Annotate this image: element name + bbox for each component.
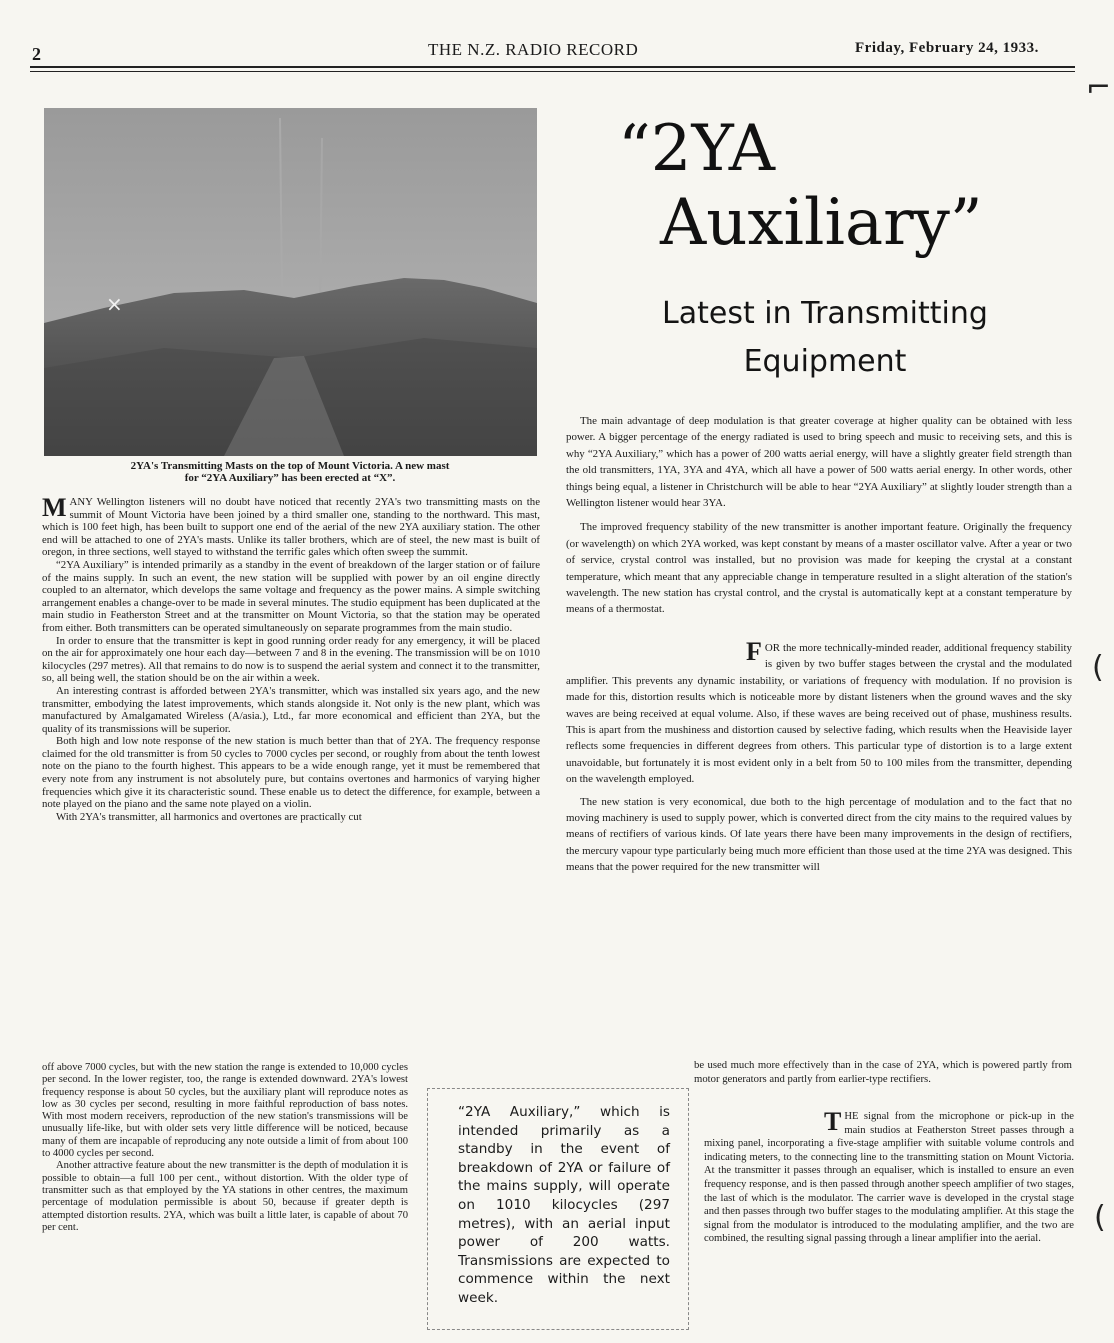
paragraph: With 2YA's transmitter, all harmonics and overtones are practically cut: [56, 810, 362, 823]
drop-cap-f: F: [746, 636, 762, 666]
paragraph: An interesting contrast is afforded between 2YA's transmitter, which was installed six years ago, and the new transmitter, embodying the latest improvements, which stands alongside it. Not only is the new plant, which was manufactured by Amalgamated Wireless (A/asia.), Ltd., far more economical and efficient than 2YA, but the quality of its transmissions will be superior.: [42, 684, 540, 735]
left-column-narrow: [42, 1062, 408, 1234]
photo-caption: [40, 460, 540, 484]
paragraph: Both high and low note response of the new station is much better than that of 2YA. The frequency response claimed for the old transmitter is from 50 cycles to 7000 cycles per second, or roughly from about the tenth lowest note on the piano to the fourth highest. This appears to be a wide enough range, yet it must be remembered that every note from any instrument is not absolutely pure, but contains overtones and harmonics of varying higher frequencies which give it its characteristic sound. These enable us to detect the difference, for example, between a note played on the piano and the same note played on a violin.: [42, 735, 540, 811]
paragraph: ANY Wellington listeners will no doubt have noticed that recently 2YA's two transmitting masts on the summit of Mount Victoria have been joined by a third smaller one, standing to the northward. This mast, which is 100 feet high, has been built to support one end of the aerial of the new 2YA auxiliary station. The other end will be attached to one of 2YA's masts. Unlike its taller brothers, which are of steel, the new mast is built of oregon, in three sections, well stayed to withstand the terrific gales which often sweep the summit.: [42, 496, 540, 559]
paragraph: In order to ensure that the transmitter is kept in good running order ready for any emergency, it will be placed on the air for approximately one hour each day—between 7 and 8 in the evening. The transmission will be on 1010 kilocycles (297 metres). All that remains to do now is to suspend the aerial system and connect it to the transmitter, so, all being well, the station should be on the air within a week.: [42, 634, 540, 685]
paragraph: off above 7000 cycles, but with the new station the range is extended to 10,000 cycles per second. In the lower register, too, the range is extended downward. 2YA's lowest frequency response is about 50 cycles, but the auxiliary plant will reproduce notes as low as 30 cycles per second, resulting in more faithful reproduction of bass notes. With most modern receivers, reproduction of the new station's transmissions will be unusually life-like, but with older sets very little difference will be noticed, because many of them are incapable of reproducing any note outside a limit of from about 100 to 4000 cycles per second.: [42, 1062, 408, 1160]
paragraph: The main advantage of deep modulation is that greater coverage at higher quality can be obtained with less power. A bigger percentage of the energy radiated is used to bring speech and music to receiving sets, and this is why “2YA Auxiliary,” which has a power of 200 watts aerial energy, will have a slightly greater field strength than the old transmitters, 1YA, 3YA and 4YA, which all have a power of 500 watts aerial energy. In other words, other things being equal, a listener in Christchurch will be able to hear “2YA Auxiliary” at slightly louder strength than a Wellington listener would hear 3YA.: [566, 415, 1072, 510]
right-column-narrow-top: [694, 1058, 1072, 1086]
paragraph: “2YA Auxiliary” is intended primarily as a standby in the event of breakdown of the larger station or of failure of the mains supply. In such an event, the new station will be supplied with power by an oil engine directly coupled to an alternator, which develops the same voltage and frequency as the power mains. A simple switching arrangement enables a change-over to be made in several minutes. The studio equipment has been duplicated at the main studio in Featherston Street and at the transmitter on Mount Victoria, so that the station may be operated from either. Both transmitters can be operated simultaneously on separate programmes from the main studio.: [42, 558, 540, 634]
margin-mark: ⌐: [1086, 70, 1112, 105]
mount-victoria-photo: [44, 108, 537, 456]
header-rule-thin: [30, 71, 1075, 72]
paragraph: Another attractive feature about the new transmitter is the depth of modulation it is possible to obtain—a full 100 per cent., without distortion. With the older type of transmitter such as that employed by the YA stations in other centres, the maximum percentage of modulation permissible is about 50, because if greater depth is attempted distortion results. 2YA, which was built a little later, is capable of about 70 per cent.: [42, 1160, 408, 1233]
paragraph: HE signal from the microphone or pick-up in the main studios at Featherston Street passes through a mixing panel, incorporating a five-stage amplifier with suitable volume controls and indicating meters, to the connecting line to the transmitting station on Mount Victoria. At the transmitter it passes through an equaliser, which is installed to ensure an even frequency response, and is then passed through another speech amplifier of two stages, the last of which is the modulator. The carrier wave is developed in the crystal stage and then passes through two buffer stages to the modulating amplifier. At this stage the signal from the modulator is introduced to the modulating amplifier, and the two are combined, the resulting signal passing through a linear amplifier into the aerial.: [704, 1111, 1074, 1245]
left-column: [42, 493, 540, 823]
headline-line-2: Auxiliary”: [660, 186, 983, 260]
headline-line-1: “2YA: [618, 112, 775, 186]
right-column: [566, 413, 1072, 876]
paragraph: The new station is very economical, due both to the high percentage of modulation and to the fact that no moving machinery is used to supply power, which is converted direct from the city mains to the required values by means of rectifiers of various kinds. Of late years there have been many improvements in the design of rectifiers, the mercury vapour type particularly being much more efficient than those used at the time 2YA was designed. This means that the power required for the new transmitter will: [566, 795, 1072, 874]
page-number: 2: [32, 44, 42, 64]
publication-title: THE N.Z. RADIO RECORD: [428, 40, 639, 59]
drop-cap-m: M: [42, 493, 67, 522]
margin-mark: (: [1092, 650, 1104, 685]
right-column-narrow: [704, 1107, 1074, 1246]
paragraph: OR the more technically-minded reader, additional frequency stability is given by two buffer stages between the crystal and the modulated amplifier. This prevents any dynamic instability, or variations of frequency with modulation. If no provision is made for this, distortion results which is noticeable more by distant listeners when the ground waves and the sky waves are being received at equal volume. Also, if these waves are being received out of phase, mushiness results. This is apart from the mushiness and distortion caused by selective fading, which results when the Heaviside layer reflects some frequencies in different degrees from others. This particular type of distortion is to a large extent unavoidable, but fortunately it is most evident only in a belt from 50 to 100 miles from the transmitter, depending on the wavelength employed.: [566, 641, 1072, 786]
pull-quote-box: [427, 1088, 689, 1330]
pull-quote-text: “2YA Auxiliary,” which is intended primarily as a standby in the event of breakdown of 2YA or failure of the mains supply, will operate on 1010 kilocycles (297 metres), with an aerial input power of 200 watts. Transmissions are expected to commence within the next week.: [458, 1104, 670, 1306]
subheadline-line-1: Latest in Transmitting: [662, 296, 988, 331]
margin-mark: (: [1094, 1200, 1106, 1235]
subheadline-line-2: Equipment: [743, 344, 907, 379]
header-rule: [30, 66, 1075, 68]
paragraph: be used much more effectively than in the case of 2YA, which is powered partly from motor generators and partly from earlier-type rectifiers.: [694, 1059, 1072, 1085]
drop-cap-t: T: [824, 1107, 842, 1136]
x-marker: ×: [106, 292, 123, 316]
paragraph: The improved frequency stability of the new transmitter is another important feature. Originally the frequency (or wavelength) on which 2YA worked, was kept constant by means of a master oscillator valve. After a year or two of service, crystal control was installed, but no provision was made for keeping the crystal at a constant temperature, which meant that any appreciable change in temperature resulted in a slight alteration of the station's wavelength. The new station has crystal control, and the crystal is automatically kept at a constant temperature by means of a thermostat.: [566, 521, 1072, 616]
issue-date: Friday, February 24, 1933.: [855, 40, 1039, 56]
caption-line-2: for “2YA Auxiliary” has been erected at “X”.: [184, 472, 396, 484]
caption-line-1: 2YA's Transmitting Masts on the top of Mount Victoria. A new mast: [130, 460, 450, 472]
